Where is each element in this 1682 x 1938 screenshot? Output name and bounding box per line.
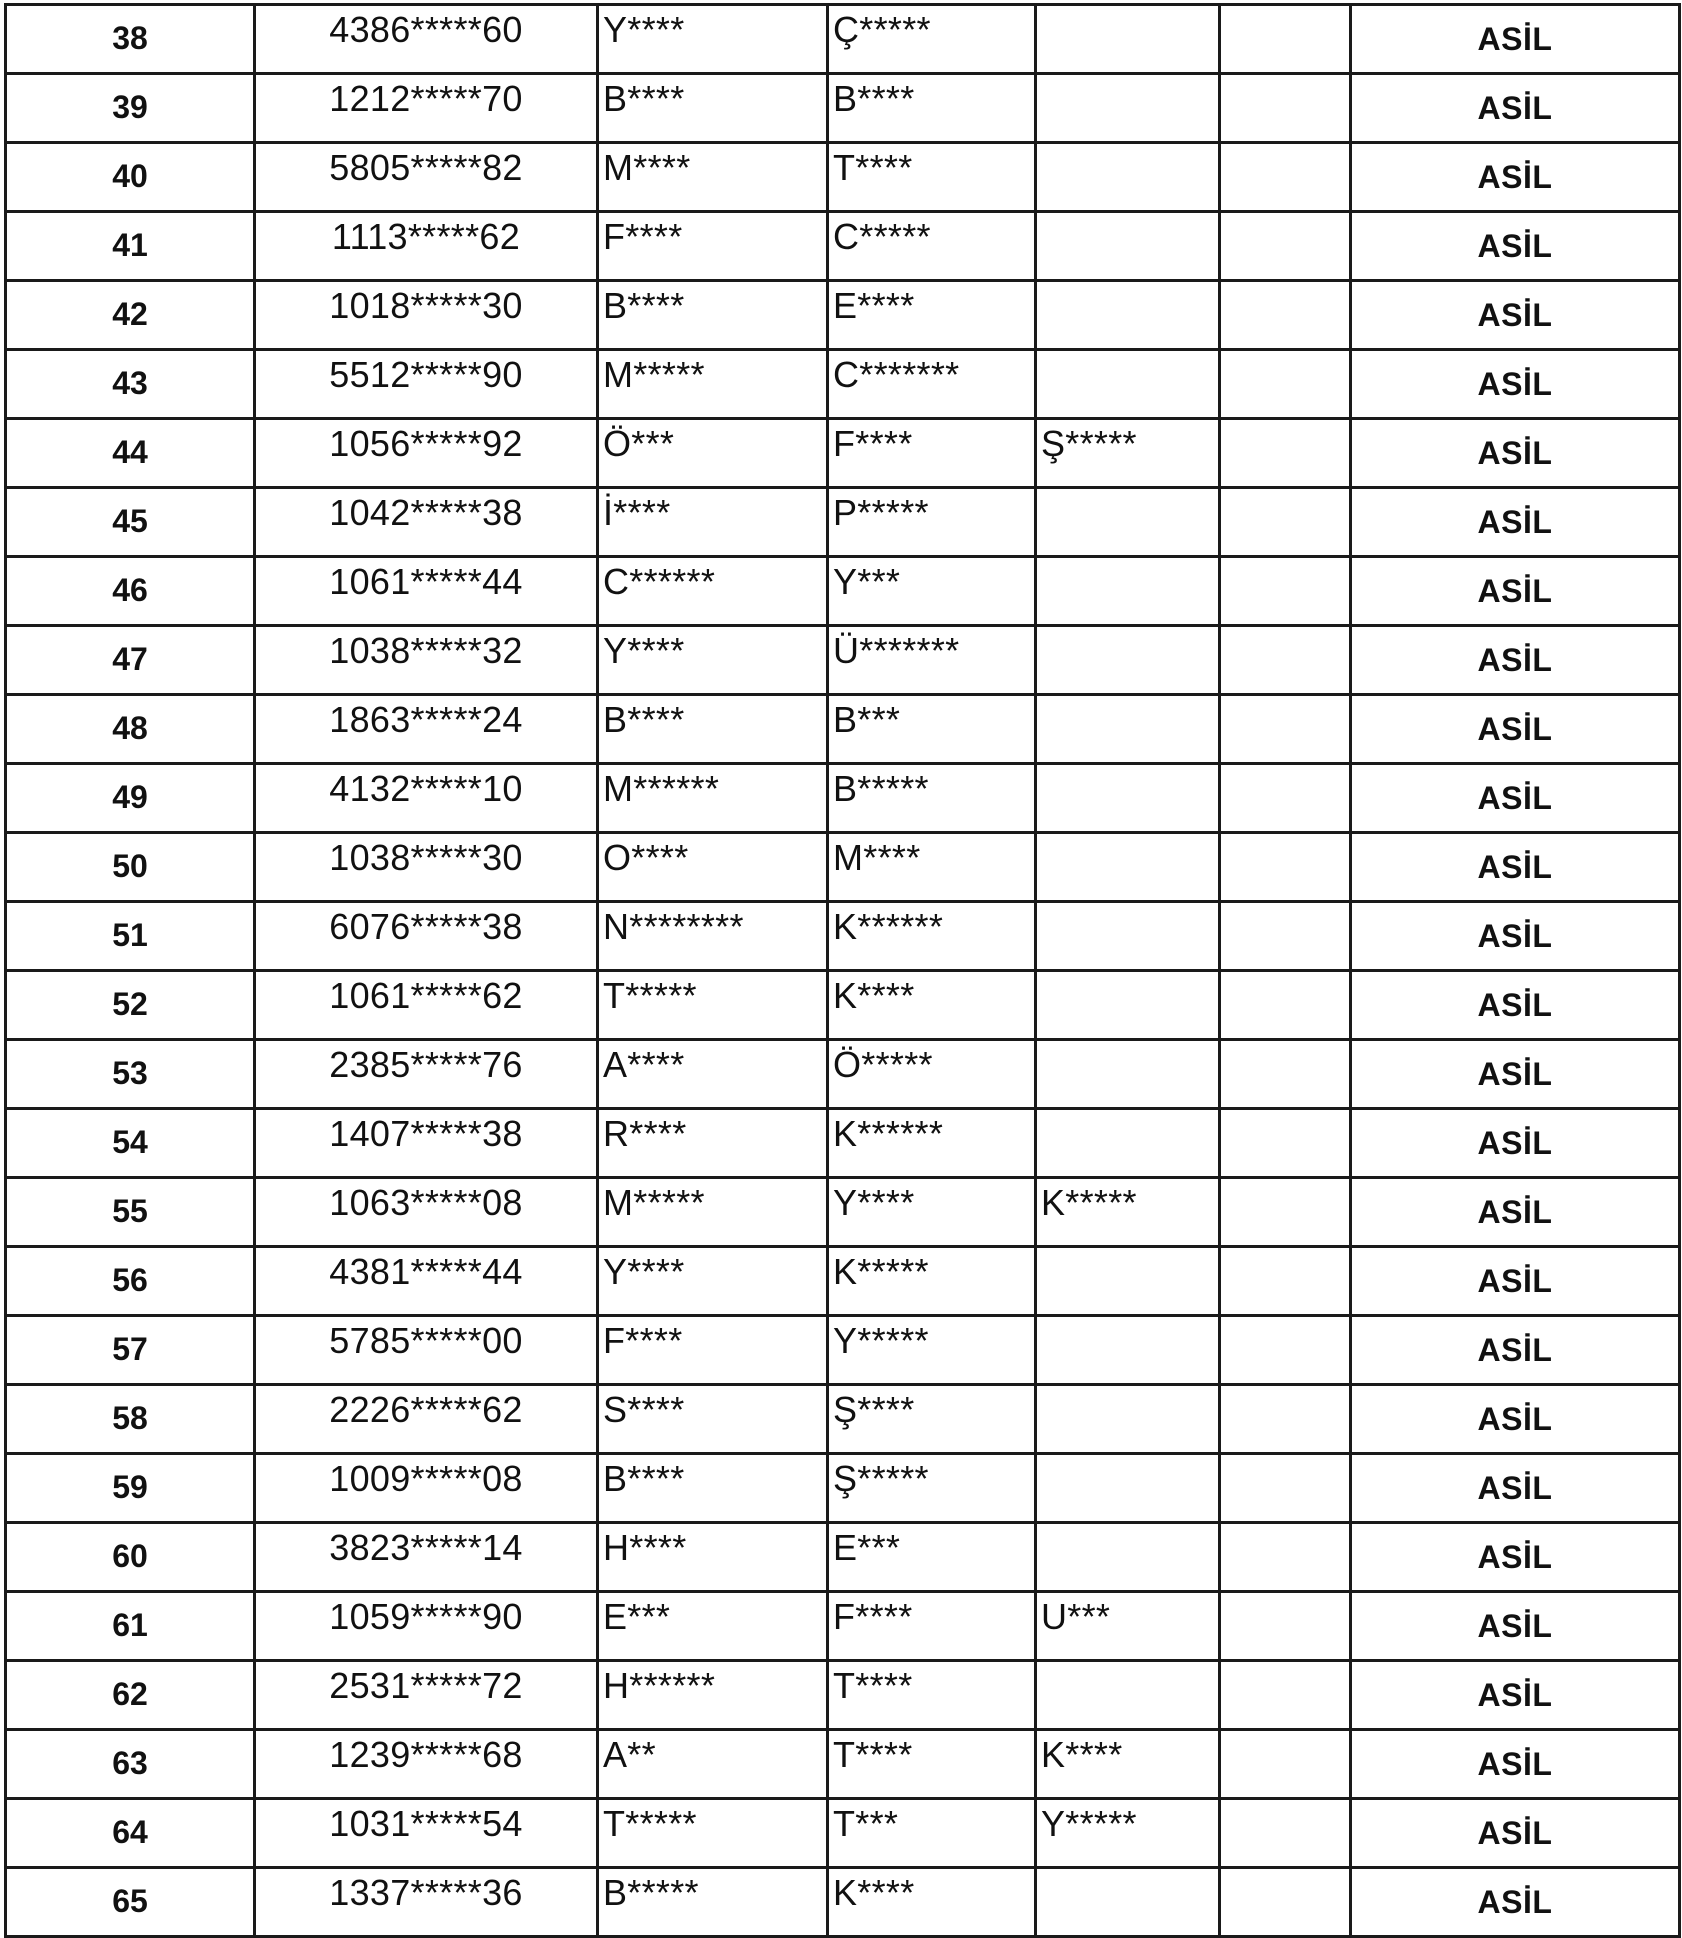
table-row bbox=[6, 419, 1680, 488]
extra-name-cell bbox=[1036, 212, 1220, 281]
first-name-cell: M***** bbox=[598, 350, 828, 419]
row-number-cell: 63 bbox=[6, 1730, 255, 1799]
first-name-cell: S**** bbox=[598, 1385, 828, 1454]
first-name-cell: T***** bbox=[598, 971, 828, 1040]
extra-name-cell bbox=[1036, 1385, 1220, 1454]
empty-cell bbox=[1220, 1040, 1351, 1109]
id-number-cell: 4386*****60 bbox=[255, 5, 598, 74]
id-number-cell: 1038*****32 bbox=[255, 626, 598, 695]
extra-name-cell: K***** bbox=[1036, 1178, 1220, 1247]
extra-name-cell bbox=[1036, 557, 1220, 626]
empty-cell bbox=[1220, 1454, 1351, 1523]
extra-name-cell bbox=[1036, 1247, 1220, 1316]
status-cell: ASİL bbox=[1351, 281, 1680, 350]
surname-cell: B*** bbox=[828, 695, 1036, 764]
status-cell: ASİL bbox=[1351, 1799, 1680, 1868]
extra-name-cell bbox=[1036, 5, 1220, 74]
id-number-cell: 1212*****70 bbox=[255, 74, 598, 143]
row-number-cell: 60 bbox=[6, 1523, 255, 1592]
row-number-cell: 61 bbox=[6, 1592, 255, 1661]
first-name-cell: B***** bbox=[598, 1868, 828, 1937]
status-cell: ASİL bbox=[1351, 143, 1680, 212]
table-row bbox=[6, 74, 1680, 143]
first-name-cell: M**** bbox=[598, 143, 828, 212]
first-name-cell: C****** bbox=[598, 557, 828, 626]
extra-name-cell bbox=[1036, 695, 1220, 764]
surname-cell: C******* bbox=[828, 350, 1036, 419]
extra-name-cell bbox=[1036, 1109, 1220, 1178]
results-table bbox=[4, 3, 1681, 1938]
id-number-cell: 5785*****00 bbox=[255, 1316, 598, 1385]
extra-name-cell bbox=[1036, 1661, 1220, 1730]
first-name-cell: N******** bbox=[598, 902, 828, 971]
status-cell: ASİL bbox=[1351, 5, 1680, 74]
row-number-cell: 55 bbox=[6, 1178, 255, 1247]
table-row bbox=[6, 1730, 1680, 1799]
surname-cell: Ç***** bbox=[828, 5, 1036, 74]
table-row bbox=[6, 281, 1680, 350]
extra-name-cell bbox=[1036, 902, 1220, 971]
first-name-cell: Y**** bbox=[598, 1247, 828, 1316]
status-cell: ASİL bbox=[1351, 764, 1680, 833]
table-row bbox=[6, 626, 1680, 695]
extra-name-cell bbox=[1036, 74, 1220, 143]
id-number-cell: 1009*****08 bbox=[255, 1454, 598, 1523]
empty-cell bbox=[1220, 1592, 1351, 1661]
table-row bbox=[6, 1316, 1680, 1385]
row-number-cell: 46 bbox=[6, 557, 255, 626]
row-number-cell: 45 bbox=[6, 488, 255, 557]
row-number-cell: 50 bbox=[6, 833, 255, 902]
status-cell: ASİL bbox=[1351, 350, 1680, 419]
empty-cell bbox=[1220, 971, 1351, 1040]
empty-cell bbox=[1220, 1799, 1351, 1868]
surname-cell: Y*** bbox=[828, 557, 1036, 626]
status-cell: ASİL bbox=[1351, 488, 1680, 557]
id-number-cell: 6076*****38 bbox=[255, 902, 598, 971]
extra-name-cell bbox=[1036, 281, 1220, 350]
row-number-cell: 56 bbox=[6, 1247, 255, 1316]
surname-cell: T**** bbox=[828, 1661, 1036, 1730]
empty-cell bbox=[1220, 212, 1351, 281]
extra-name-cell bbox=[1036, 350, 1220, 419]
extra-name-cell bbox=[1036, 833, 1220, 902]
table-row bbox=[6, 488, 1680, 557]
status-cell: ASİL bbox=[1351, 1523, 1680, 1592]
surname-cell: K****** bbox=[828, 902, 1036, 971]
surname-cell: F**** bbox=[828, 419, 1036, 488]
id-number-cell: 1038*****30 bbox=[255, 833, 598, 902]
empty-cell bbox=[1220, 1247, 1351, 1316]
table-row bbox=[6, 971, 1680, 1040]
id-number-cell: 1407*****38 bbox=[255, 1109, 598, 1178]
table-row bbox=[6, 143, 1680, 212]
table-row bbox=[6, 1592, 1680, 1661]
surname-cell: Ö***** bbox=[828, 1040, 1036, 1109]
empty-cell bbox=[1220, 1178, 1351, 1247]
surname-cell: F**** bbox=[828, 1592, 1036, 1661]
id-number-cell: 5512*****90 bbox=[255, 350, 598, 419]
row-number-cell: 43 bbox=[6, 350, 255, 419]
first-name-cell: A** bbox=[598, 1730, 828, 1799]
extra-name-cell: Y***** bbox=[1036, 1799, 1220, 1868]
table-row bbox=[6, 212, 1680, 281]
table-row bbox=[6, 1109, 1680, 1178]
row-number-cell: 44 bbox=[6, 419, 255, 488]
empty-cell bbox=[1220, 902, 1351, 971]
surname-cell: T**** bbox=[828, 143, 1036, 212]
id-number-cell: 1863*****24 bbox=[255, 695, 598, 764]
empty-cell bbox=[1220, 5, 1351, 74]
results-table-body bbox=[6, 5, 1680, 1937]
extra-name-cell: Ş***** bbox=[1036, 419, 1220, 488]
table-row bbox=[6, 902, 1680, 971]
table-row bbox=[6, 1799, 1680, 1868]
table-row bbox=[6, 1178, 1680, 1247]
status-cell: ASİL bbox=[1351, 1109, 1680, 1178]
surname-cell: B***** bbox=[828, 764, 1036, 833]
first-name-cell: Y**** bbox=[598, 626, 828, 695]
status-cell: ASİL bbox=[1351, 1592, 1680, 1661]
row-number-cell: 41 bbox=[6, 212, 255, 281]
table-row bbox=[6, 1040, 1680, 1109]
id-number-cell: 3823*****14 bbox=[255, 1523, 598, 1592]
table-row bbox=[6, 1385, 1680, 1454]
id-number-cell: 1113*****62 bbox=[255, 212, 598, 281]
extra-name-cell bbox=[1036, 143, 1220, 212]
status-cell: ASİL bbox=[1351, 1178, 1680, 1247]
table-row bbox=[6, 350, 1680, 419]
id-number-cell: 4381*****44 bbox=[255, 1247, 598, 1316]
table-row bbox=[6, 557, 1680, 626]
row-number-cell: 62 bbox=[6, 1661, 255, 1730]
empty-cell bbox=[1220, 143, 1351, 212]
status-cell: ASİL bbox=[1351, 1454, 1680, 1523]
id-number-cell: 2385*****76 bbox=[255, 1040, 598, 1109]
status-cell: ASİL bbox=[1351, 833, 1680, 902]
table-row bbox=[6, 5, 1680, 74]
id-number-cell: 1018*****30 bbox=[255, 281, 598, 350]
status-cell: ASİL bbox=[1351, 1040, 1680, 1109]
empty-cell bbox=[1220, 1661, 1351, 1730]
id-number-cell: 1239*****68 bbox=[255, 1730, 598, 1799]
first-name-cell: T***** bbox=[598, 1799, 828, 1868]
status-cell: ASİL bbox=[1351, 1316, 1680, 1385]
status-cell: ASİL bbox=[1351, 1247, 1680, 1316]
row-number-cell: 53 bbox=[6, 1040, 255, 1109]
empty-cell bbox=[1220, 1523, 1351, 1592]
row-number-cell: 52 bbox=[6, 971, 255, 1040]
surname-cell: T**** bbox=[828, 1730, 1036, 1799]
status-cell: ASİL bbox=[1351, 74, 1680, 143]
first-name-cell: M***** bbox=[598, 1178, 828, 1247]
status-cell: ASİL bbox=[1351, 1730, 1680, 1799]
row-number-cell: 58 bbox=[6, 1385, 255, 1454]
empty-cell bbox=[1220, 764, 1351, 833]
empty-cell bbox=[1220, 350, 1351, 419]
status-cell: ASİL bbox=[1351, 1385, 1680, 1454]
row-number-cell: 49 bbox=[6, 764, 255, 833]
status-cell: ASİL bbox=[1351, 971, 1680, 1040]
first-name-cell: B**** bbox=[598, 74, 828, 143]
id-number-cell: 1063*****08 bbox=[255, 1178, 598, 1247]
status-cell: ASİL bbox=[1351, 626, 1680, 695]
surname-cell: Ş**** bbox=[828, 1385, 1036, 1454]
extra-name-cell: U*** bbox=[1036, 1592, 1220, 1661]
row-number-cell: 59 bbox=[6, 1454, 255, 1523]
empty-cell bbox=[1220, 833, 1351, 902]
surname-cell: P***** bbox=[828, 488, 1036, 557]
status-cell: ASİL bbox=[1351, 557, 1680, 626]
first-name-cell: İ**** bbox=[598, 488, 828, 557]
first-name-cell: F**** bbox=[598, 212, 828, 281]
table-row bbox=[6, 1868, 1680, 1937]
empty-cell bbox=[1220, 626, 1351, 695]
row-number-cell: 47 bbox=[6, 626, 255, 695]
surname-cell: Y**** bbox=[828, 1178, 1036, 1247]
empty-cell bbox=[1220, 74, 1351, 143]
empty-cell bbox=[1220, 1868, 1351, 1937]
status-cell: ASİL bbox=[1351, 1868, 1680, 1937]
first-name-cell: B**** bbox=[598, 1454, 828, 1523]
first-name-cell: Y**** bbox=[598, 5, 828, 74]
extra-name-cell bbox=[1036, 971, 1220, 1040]
row-number-cell: 65 bbox=[6, 1868, 255, 1937]
row-number-cell: 40 bbox=[6, 143, 255, 212]
empty-cell bbox=[1220, 1730, 1351, 1799]
id-number-cell: 1337*****36 bbox=[255, 1868, 598, 1937]
surname-cell: Y***** bbox=[828, 1316, 1036, 1385]
empty-cell bbox=[1220, 281, 1351, 350]
id-number-cell: 1031*****54 bbox=[255, 1799, 598, 1868]
status-cell: ASİL bbox=[1351, 212, 1680, 281]
extra-name-cell bbox=[1036, 1316, 1220, 1385]
id-number-cell: 5805*****82 bbox=[255, 143, 598, 212]
row-number-cell: 51 bbox=[6, 902, 255, 971]
empty-cell bbox=[1220, 1316, 1351, 1385]
id-number-cell: 1061*****44 bbox=[255, 557, 598, 626]
surname-cell: K**** bbox=[828, 1868, 1036, 1937]
surname-cell: E*** bbox=[828, 1523, 1036, 1592]
row-number-cell: 57 bbox=[6, 1316, 255, 1385]
status-cell: ASİL bbox=[1351, 902, 1680, 971]
extra-name-cell: K**** bbox=[1036, 1730, 1220, 1799]
surname-cell: K***** bbox=[828, 1247, 1036, 1316]
id-number-cell: 1056*****92 bbox=[255, 419, 598, 488]
first-name-cell: H**** bbox=[598, 1523, 828, 1592]
id-number-cell: 1061*****62 bbox=[255, 971, 598, 1040]
empty-cell bbox=[1220, 1385, 1351, 1454]
id-number-cell: 4132*****10 bbox=[255, 764, 598, 833]
empty-cell bbox=[1220, 419, 1351, 488]
first-name-cell: E*** bbox=[598, 1592, 828, 1661]
table-row bbox=[6, 833, 1680, 902]
extra-name-cell bbox=[1036, 1040, 1220, 1109]
table-row bbox=[6, 1247, 1680, 1316]
empty-cell bbox=[1220, 695, 1351, 764]
extra-name-cell bbox=[1036, 488, 1220, 557]
status-cell: ASİL bbox=[1351, 419, 1680, 488]
surname-cell: K**** bbox=[828, 971, 1036, 1040]
first-name-cell: M****** bbox=[598, 764, 828, 833]
first-name-cell: R**** bbox=[598, 1109, 828, 1178]
row-number-cell: 39 bbox=[6, 74, 255, 143]
first-name-cell: B**** bbox=[598, 281, 828, 350]
row-number-cell: 54 bbox=[6, 1109, 255, 1178]
first-name-cell: B**** bbox=[598, 695, 828, 764]
empty-cell bbox=[1220, 1109, 1351, 1178]
id-number-cell: 2531*****72 bbox=[255, 1661, 598, 1730]
extra-name-cell bbox=[1036, 1523, 1220, 1592]
first-name-cell: H****** bbox=[598, 1661, 828, 1730]
status-cell: ASİL bbox=[1351, 1661, 1680, 1730]
table-row bbox=[6, 1661, 1680, 1730]
table-row bbox=[6, 1523, 1680, 1592]
surname-cell: Ü******* bbox=[828, 626, 1036, 695]
id-number-cell: 2226*****62 bbox=[255, 1385, 598, 1454]
table-row bbox=[6, 764, 1680, 833]
extra-name-cell bbox=[1036, 626, 1220, 695]
row-number-cell: 42 bbox=[6, 281, 255, 350]
surname-cell: K****** bbox=[828, 1109, 1036, 1178]
surname-cell: C***** bbox=[828, 212, 1036, 281]
id-number-cell: 1059*****90 bbox=[255, 1592, 598, 1661]
row-number-cell: 38 bbox=[6, 5, 255, 74]
first-name-cell: Ö*** bbox=[598, 419, 828, 488]
first-name-cell: O**** bbox=[598, 833, 828, 902]
id-number-cell: 1042*****38 bbox=[255, 488, 598, 557]
surname-cell: B**** bbox=[828, 74, 1036, 143]
surname-cell: M**** bbox=[828, 833, 1036, 902]
row-number-cell: 64 bbox=[6, 1799, 255, 1868]
table-row bbox=[6, 695, 1680, 764]
empty-cell bbox=[1220, 557, 1351, 626]
surname-cell: Ş***** bbox=[828, 1454, 1036, 1523]
empty-cell bbox=[1220, 488, 1351, 557]
surname-cell: E**** bbox=[828, 281, 1036, 350]
first-name-cell: A**** bbox=[598, 1040, 828, 1109]
surname-cell: T*** bbox=[828, 1799, 1036, 1868]
extra-name-cell bbox=[1036, 764, 1220, 833]
status-cell: ASİL bbox=[1351, 695, 1680, 764]
table-row bbox=[6, 1454, 1680, 1523]
extra-name-cell bbox=[1036, 1454, 1220, 1523]
extra-name-cell bbox=[1036, 1868, 1220, 1937]
row-number-cell: 48 bbox=[6, 695, 255, 764]
first-name-cell: F**** bbox=[598, 1316, 828, 1385]
